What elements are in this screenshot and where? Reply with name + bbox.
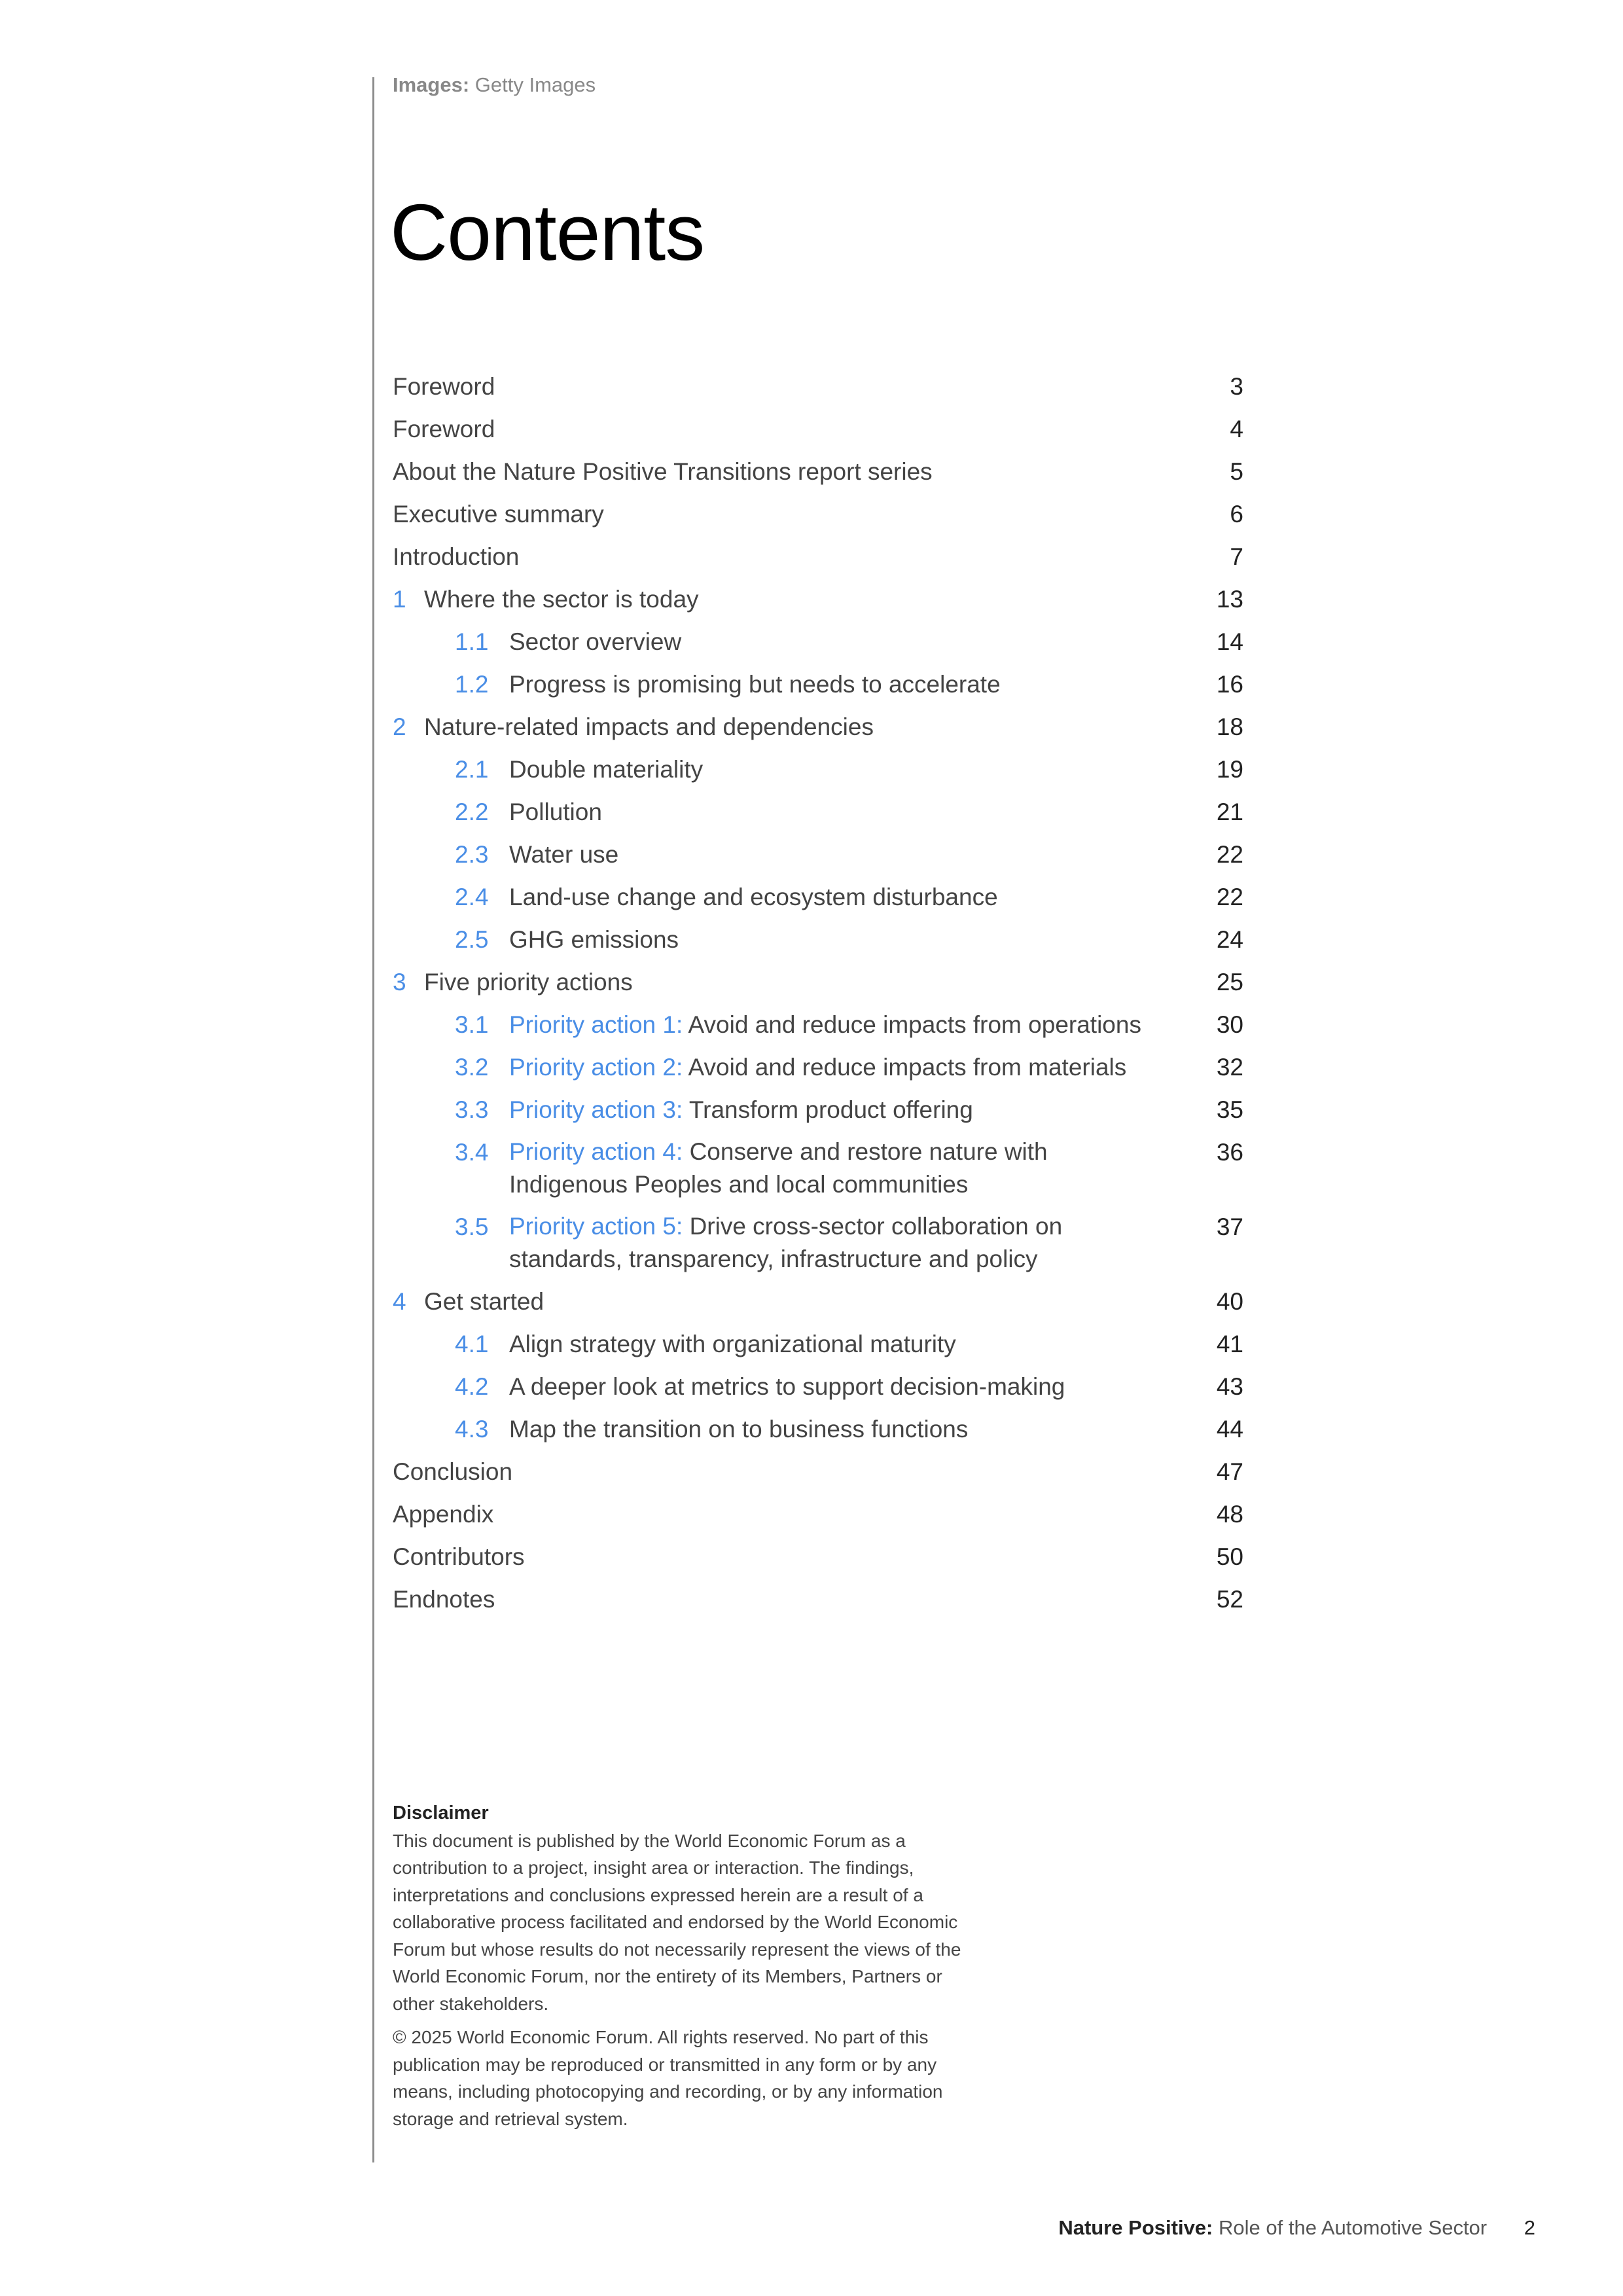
page-footer <box>1058 2215 1535 2241</box>
toc-entry-title <box>393 1493 493 1535</box>
toc-entry-title <box>509 1136 1111 1201</box>
toc-entry-text: Appendix <box>393 1501 494 1528</box>
toc-entry-number: 1.2 <box>455 671 489 698</box>
toc-entry-page: 7 <box>1230 543 1243 570</box>
toc-entry-prefix: Priority action 3: <box>509 1096 683 1123</box>
toc-entry-text: Pollution <box>509 798 602 825</box>
toc-entry-text: Executive summary <box>393 501 604 528</box>
image-credit-label: Images: <box>393 73 470 96</box>
toc-entry-number: 3.3 <box>455 1096 489 1123</box>
toc-entry-number: 1.1 <box>455 628 489 655</box>
toc-entry-title <box>509 620 681 663</box>
toc-entry[interactable] <box>393 578 1243 620</box>
toc-entry-title <box>509 876 998 918</box>
toc-entry-text: Contributors <box>393 1543 525 1570</box>
toc-entry-page: 14 <box>1216 628 1243 655</box>
toc-entry-number: 2.1 <box>455 756 489 783</box>
toc-entry-title <box>509 1046 1126 1088</box>
toc-entry[interactable] <box>393 1578 1243 1621</box>
toc-entry-prefix: Priority action 2: <box>509 1054 683 1081</box>
toc-entry-page: 21 <box>1216 798 1243 825</box>
toc-entry-number: 2.3 <box>455 841 489 868</box>
toc-entry-text: Five priority actions <box>424 969 633 996</box>
toc-entry-title <box>393 535 519 578</box>
toc-entry[interactable] <box>393 1206 1243 1280</box>
toc-entry[interactable] <box>393 1493 1243 1535</box>
toc-entry[interactable] <box>393 1535 1243 1578</box>
toc-entry-text: Water use <box>509 841 619 868</box>
toc-entry-title <box>393 1450 512 1493</box>
toc-entry-page: 16 <box>1216 671 1243 698</box>
toc-entry[interactable] <box>393 961 1243 1003</box>
toc-entry-text: Where the sector is today <box>424 586 699 613</box>
toc-entry-number: 2.5 <box>455 926 489 953</box>
toc-entry[interactable] <box>393 663 1243 706</box>
toc-entry[interactable] <box>393 1365 1243 1408</box>
toc-entry-number: 2 <box>393 713 406 740</box>
toc-entry[interactable] <box>393 833 1243 876</box>
toc-entry-text: Conserve and restore nature with Indigenous Peoples and local communities <box>509 1138 1048 1198</box>
toc-entry-page: 4 <box>1230 416 1243 442</box>
toc-entry-text: Progress is promising but needs to accelerate <box>509 671 1001 698</box>
toc-entry-text: A deeper look at metrics to support decision-making <box>509 1373 1065 1400</box>
toc-entry-title <box>393 450 933 493</box>
toc-entry[interactable] <box>393 1323 1243 1365</box>
toc-entry-page: 35 <box>1216 1096 1243 1123</box>
toc-entry[interactable] <box>393 748 1243 791</box>
toc-entry-title <box>393 408 495 450</box>
toc-entry-text: Avoid and reduce impacts from materials <box>688 1054 1127 1081</box>
page-number: 2 <box>1524 2216 1535 2239</box>
toc-entry-title <box>424 961 633 1003</box>
toc-entry-title <box>509 1088 973 1131</box>
toc-entry-page: 40 <box>1216 1288 1243 1315</box>
toc-entry-page: 25 <box>1216 969 1243 996</box>
footer-report-title: Role of the Automotive Sector <box>1219 2216 1488 2239</box>
footer-report-series: Nature Positive: <box>1058 2216 1213 2239</box>
toc-entry-title <box>509 833 618 876</box>
toc-entry-page: 30 <box>1216 1011 1243 1038</box>
toc-entry-page: 48 <box>1216 1501 1243 1528</box>
toc-entry-text: Transform product offering <box>688 1096 973 1123</box>
toc-entry[interactable] <box>393 493 1243 535</box>
toc-entry-text: Endnotes <box>393 1586 495 1613</box>
disclaimer-title: Disclaimer <box>393 1803 489 1823</box>
toc-entry-text: Align strategy with organizational maturity <box>509 1331 956 1357</box>
toc-entry-prefix: Priority action 4: <box>509 1138 683 1165</box>
toc-entry-page: 5 <box>1230 458 1243 485</box>
toc-entry-title <box>509 1003 1141 1046</box>
toc-entry-title <box>509 918 679 961</box>
toc-entry-page: 3 <box>1230 373 1243 400</box>
toc-entry-title <box>424 706 874 748</box>
toc-entry-text: About the Nature Positive Transitions report series <box>393 458 933 485</box>
toc-entry-prefix: Priority action 5: <box>509 1213 683 1240</box>
toc-entry-text: Drive cross-sector collaboration on standards, transparency, infrastructure and policy <box>509 1213 1063 1272</box>
toc-entry-page: 22 <box>1216 841 1243 868</box>
toc-entry-number: 2.2 <box>455 798 489 825</box>
toc-entry[interactable] <box>393 365 1243 408</box>
toc-entry-page: 44 <box>1216 1416 1243 1443</box>
toc-entry-title <box>424 1280 544 1323</box>
toc-entry-page: 41 <box>1216 1331 1243 1357</box>
toc-entry-number: 3.2 <box>455 1054 489 1081</box>
toc-entry[interactable] <box>393 1003 1243 1046</box>
toc-entry-prefix: Priority action 1: <box>509 1011 683 1038</box>
toc-entry-page: 50 <box>1216 1543 1243 1570</box>
toc-entry-number: 4.3 <box>455 1416 489 1443</box>
toc-entry[interactable] <box>393 791 1243 833</box>
toc-entry-number: 1 <box>393 586 406 613</box>
toc-entry-page: 47 <box>1216 1458 1243 1485</box>
toc-entry-page: 6 <box>1230 501 1243 528</box>
toc-entry-number: 3.1 <box>455 1011 489 1038</box>
toc-entry-number: 4 <box>393 1288 406 1315</box>
toc-entry-title <box>393 1535 525 1578</box>
toc-entry-page: 43 <box>1216 1373 1243 1400</box>
toc-entry-number: 3.5 <box>455 1213 489 1240</box>
toc-entry[interactable] <box>393 1131 1243 1206</box>
toc-entry-page: 22 <box>1216 884 1243 910</box>
toc-entry-number: 4.2 <box>455 1373 489 1400</box>
toc-entry[interactable] <box>393 918 1243 961</box>
toc-entry-title <box>509 1323 956 1365</box>
toc-entry[interactable] <box>393 1408 1243 1450</box>
toc-entry-text: Avoid and reduce impacts from operations <box>688 1011 1141 1038</box>
toc-entry-title <box>509 1210 1111 1276</box>
toc-entry-title <box>393 365 495 408</box>
toc-entry-page: 24 <box>1216 926 1243 953</box>
toc-entry-number: 3.4 <box>455 1139 489 1166</box>
toc-entry-text: Sector overview <box>509 628 682 655</box>
toc-entry[interactable] <box>393 1046 1243 1088</box>
toc-entry-text: Foreword <box>393 416 495 442</box>
toc-entry-number: 4.1 <box>455 1331 489 1357</box>
toc-entry[interactable] <box>393 1088 1243 1131</box>
toc-entry-text: Conclusion <box>393 1458 513 1485</box>
toc-entry-page: 37 <box>1216 1213 1243 1240</box>
toc-entry-page: 52 <box>1216 1586 1243 1613</box>
toc-entry-title <box>393 1578 495 1621</box>
disclaimer-body: This document is published by the World Economic Forum as a contribution to a project, insight area or interaction. The findings, interpretations and conclusions expressed herein are a result of a collaborative process facilitated and endorsed by the World Economic Forum but whose results do not necessarily represent the views of the World Economic Forum, nor the entirety of its Members, Partners or other stakeholders. <box>393 1830 961 2014</box>
toc-entry-title <box>509 791 602 833</box>
toc-entry[interactable] <box>393 1280 1243 1323</box>
toc-entry-page: 13 <box>1216 586 1243 613</box>
toc-entry-title <box>509 748 703 791</box>
toc-entry-text: Foreword <box>393 373 495 400</box>
toc-entry-number: 3 <box>393 969 406 996</box>
toc-entry-text: Map the transition on to business functions <box>509 1416 969 1443</box>
toc-entry-page: 18 <box>1216 713 1243 740</box>
toc-entry-title <box>509 1408 968 1450</box>
toc-entry-title <box>509 1365 1065 1408</box>
image-credit <box>393 72 596 98</box>
image-credit-value: Getty Images <box>474 73 596 96</box>
page-title: Contents <box>390 188 705 277</box>
toc-entry-page: 32 <box>1216 1054 1243 1081</box>
toc-entry-page: 19 <box>1216 756 1243 783</box>
margin-rule <box>372 77 374 2162</box>
toc-entry[interactable] <box>393 1450 1243 1493</box>
toc-entry-number: 2.4 <box>455 884 489 910</box>
toc-entry-text: Get started <box>424 1288 544 1315</box>
copyright-notice: © 2025 World Economic Forum. All rights reserved. No part of this publication may be reproduced or transmitted in any form or by any means, including photocopying and recording, or by any information storage and retrieval system. <box>393 2027 943 2129</box>
toc-entry[interactable] <box>393 535 1243 578</box>
toc-entry[interactable] <box>393 620 1243 663</box>
table-of-contents <box>393 365 1243 1621</box>
disclaimer <box>393 1800 969 2132</box>
toc-entry-title <box>509 663 1001 706</box>
toc-entry-title <box>393 493 604 535</box>
toc-entry[interactable] <box>393 876 1243 918</box>
toc-entry-text: Introduction <box>393 543 520 570</box>
toc-entry[interactable] <box>393 408 1243 450</box>
toc-entry-page: 36 <box>1216 1139 1243 1166</box>
toc-entry-text: Land-use change and ecosystem disturbance <box>509 884 998 910</box>
toc-entry-text: Nature-related impacts and dependencies <box>424 713 874 740</box>
toc-entry[interactable] <box>393 450 1243 493</box>
toc-entry[interactable] <box>393 706 1243 748</box>
toc-entry-text: GHG emissions <box>509 926 679 953</box>
toc-entry-title <box>424 578 699 620</box>
toc-entry-text: Double materiality <box>509 756 704 783</box>
